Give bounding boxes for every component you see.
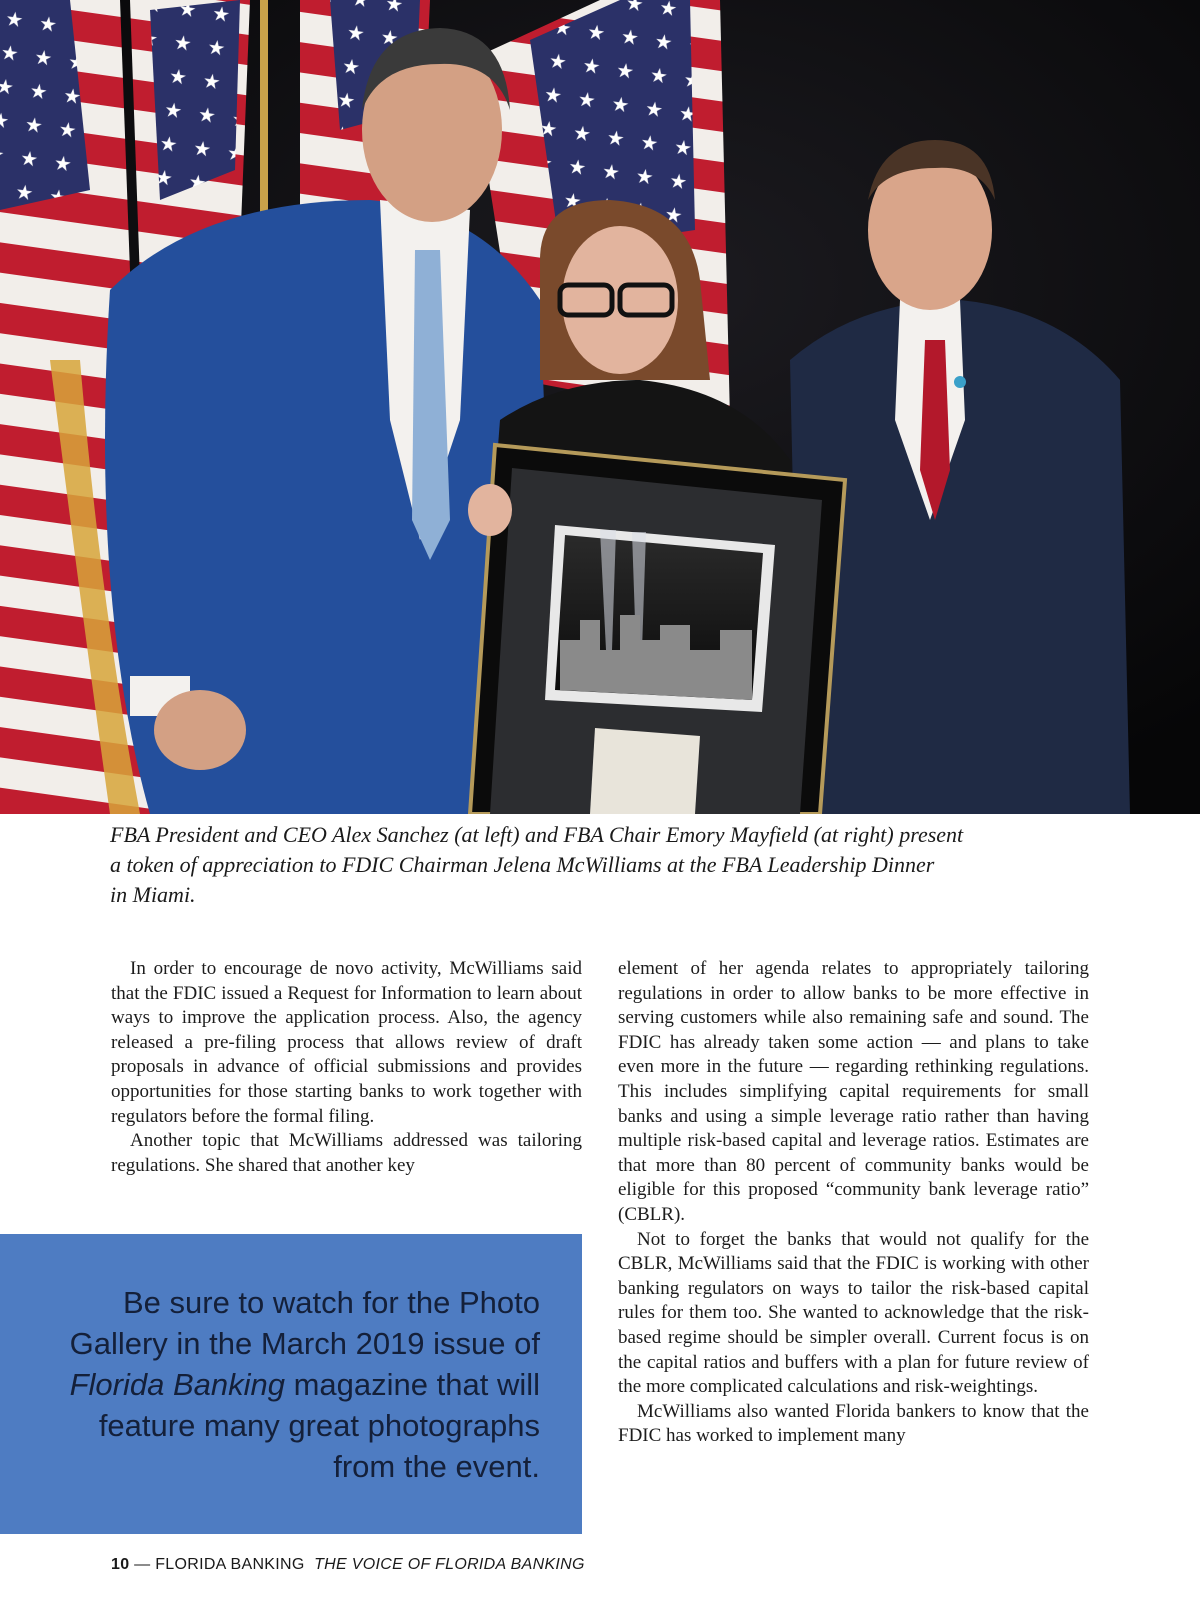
article-paragraph: element of her agenda relates to appropriately tailoring regulations in order to allow banks to be more effective in serving customers while also remaining safe and sound. The FDIC has already taken some action — and plans to take even more in the future — regarding rethinking regulations. This includes simplifying capital requirements for small banks and using a simple leverage ratio rather than having multiple risk-based capital and leverage ratios. Estimates are that more than 80 percent of community banks would be eligible for this proposed “community bank leverage ratio” (CBLR). xyxy=(618,958,1089,1225)
caption-line: in Miami. xyxy=(110,882,196,907)
page-number: 10 xyxy=(111,1556,130,1573)
article-paragraph: In order to encourage de novo activity, McWilliams said that the FDIC issued a Request for Information to learn about ways to improve the application process. Also, the agency released a pre-filing process that allows review of draft proposals in advance of official submissions and provides opportunities for those starting banks to work together with regulators before the formal filing. xyxy=(111,958,582,1127)
article-paragraph: McWilliams also wanted Florida bankers to know that the FDIC has worked to implement many xyxy=(618,1400,1089,1447)
article-column-right xyxy=(618,957,1089,1449)
footer-publication: — FLORIDA BANKING xyxy=(129,1556,315,1573)
article-column-left xyxy=(111,957,582,1178)
article-paragraph: Another topic that McWilliams addressed was tailoring regulations. She shared that another key xyxy=(111,1130,582,1176)
callout-text-end: magazine that will feature many great photographs from the event. xyxy=(98,1367,540,1484)
framed-award xyxy=(468,445,845,814)
caption-line: FBA President and CEO Alex Sanchez (at left) and FBA Chair Emory Mayfield (at right) present xyxy=(110,822,964,847)
article-paragraph: Not to forget the banks that would not qualify for the CBLR, McWilliams said that the FDIC is working with other banking regulators on ways to tailor the risk-based capital rules for them too. She wanted to acknowledge that the risk-based regime should be simpler overall. Current focus is on the capital ratios and buffers with a plan for future review of the more complicated calculations and risk-weightings. xyxy=(618,1228,1089,1398)
magazine-title: Florida Banking xyxy=(69,1367,285,1402)
callout-text-start: Be sure to watch for the Photo Gallery in the March 2019 issue of xyxy=(69,1285,540,1361)
flag-pole xyxy=(260,0,268,220)
photo-caption xyxy=(110,820,1090,910)
footer-tagline: THE VOICE OF FLORIDA BANKING xyxy=(314,1556,585,1573)
caption-line: a token of appreciation to FDIC Chairman Jelena McWilliams at the FBA Leadership Dinner xyxy=(110,852,935,877)
photo-gallery-callout xyxy=(0,1234,582,1534)
page-footer xyxy=(111,1556,585,1574)
callout-text xyxy=(40,1282,540,1487)
